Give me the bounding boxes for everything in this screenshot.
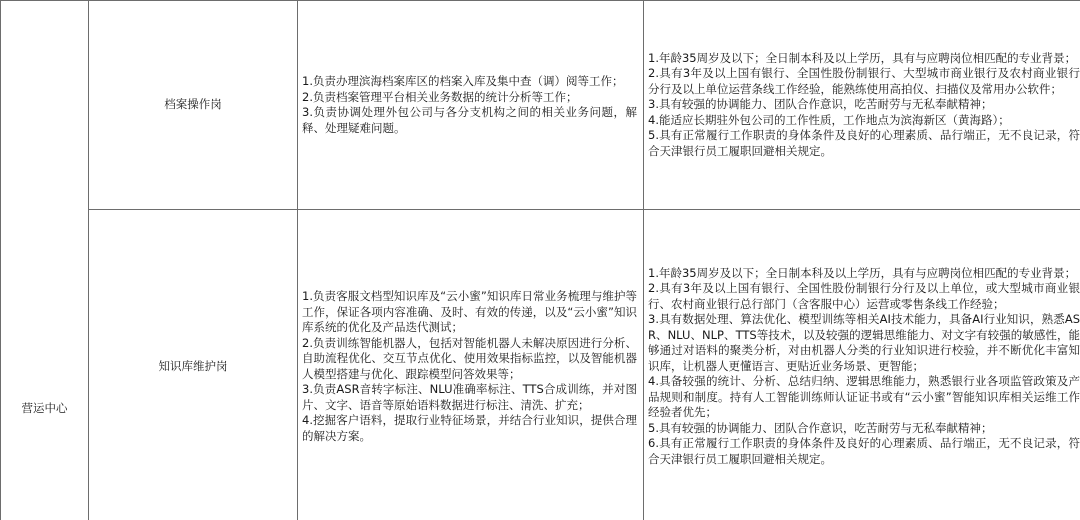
- duty-item: 4.挖掘客户语料，提取行业特征场景，并结合行业知识，提供合理的解决方案。: [302, 413, 637, 443]
- department-cell: [1, 1, 89, 520]
- duties-cell: [298, 210, 644, 520]
- duty-item: 3.负责协调处理外包公司与各分支机构之间的相关业务问题，解释、处理疑难问题。: [302, 105, 637, 135]
- position-name: 档案操作岗: [164, 97, 222, 112]
- position-name-cell: [89, 210, 298, 520]
- duty-item: 1.负责客服文档型知识库及“云小蜜”知识库日常业务梳理与维护等工作，保证各项内容准确、及时、有效的传递，以及“云小蜜”知识库系统的优化及产品迭代测试；: [302, 289, 637, 334]
- duty-item: 2.负责档案管理平台相关业务数据的统计分析等工作；: [302, 89, 578, 104]
- duty-item: 2.负责训练智能机器人，包括对智能机器人未解决原因进行分析、自助流程优化、交互节点优化、使用效果指标监控，以及智能机器人模型搭建与优化、跟踪模型问答效果等；: [302, 335, 637, 381]
- requirement-item: 2.具有3年及以上国有银行、全国性股份制银行、大型城市商业银行及农村商业银行分行及以上单位运营条线工作经验，能熟练使用高拍仪、扫描仪及常用办公软件；: [648, 66, 1080, 96]
- requirement-item: 4.具备较强的统计、分析、总结归纳、逻辑思维能力，熟悉银行业各项监管政策及产品规则和制度。持有人工智能训练师认证证书或有“云小蜜”智能知识库相关运维工作经验者优先；: [648, 374, 1080, 420]
- requirements-cell: [644, 1, 1080, 210]
- requirement-item: 5.具有正常履行工作职责的身体条件及良好的心理素质、品行端正，无不良记录，符合天津银行员工履职回避相关规定。: [648, 128, 1080, 158]
- table-row-archive: [1, 1, 1080, 210]
- duties-cell: [298, 1, 644, 210]
- requirement-item: 1.年龄35周岁及以下；全日制本科及以上学历，具有与应聘岗位相匹配的专业背景；: [648, 265, 1077, 280]
- duty-item: 3.负责ASR音转字标注、NLU准确率标注、TTS合成训练，并对图片、文字、语音等原始语料数据进行标注、清洗、扩充；: [302, 382, 637, 412]
- requirement-item: 1.年龄35周岁及以下；全日制本科及以上学历，具有与应聘岗位相匹配的专业背景；: [648, 50, 1077, 65]
- requirement-item: 3.具有数据处理、算法优化、模型训练等相关AI技术能力，具备AI行业知识，熟悉ASR、NLU、NLP、TTS等技术，以及较强的逻辑思维能力、对文字有较强的敏感性，能够通过对语料的聚类分析，对由机器人分类的行业知识进行校验，并不断优化丰富知识库，让机器人更懂语言、更贴近业务场景、更智能；: [648, 312, 1080, 373]
- department-label: 营运中心: [21, 401, 68, 416]
- position-name: 知识库维护岗: [158, 358, 228, 373]
- requirement-item: 5.具有较强的协调能力、团队合作意识，吃苦耐劳与无私奉献精神；: [648, 420, 993, 435]
- duty-item: 1.负责办理滨海档案库区的档案入库及集中查（调）阅等工作；: [302, 74, 624, 88]
- requirement-item: 6.具有正常履行工作职责的身体条件及良好的心理素质、品行端正，无不良记录，符合天津银行员工履职回避相关规定。: [648, 436, 1080, 466]
- requirement-item: 2.具有3年及以上国有银行、全国性股份制银行分行及以上单位，或大型城市商业银行、农村商业银行总行部门（含客服中心）运营或零售条线工作经验；: [648, 281, 1080, 311]
- requirements-cell: [644, 210, 1080, 520]
- table-row-knowledge-base: [1, 210, 1080, 520]
- requirement-item: 4.能适应长期驻外包公司的工作性质，工作地点为滨海新区（黄海路）；: [648, 112, 1010, 127]
- requirement-item: 3.具有较强的协调能力、团队合作意识，吃苦耐劳与无私奉献精神；: [648, 97, 993, 112]
- position-name-cell: [89, 1, 298, 210]
